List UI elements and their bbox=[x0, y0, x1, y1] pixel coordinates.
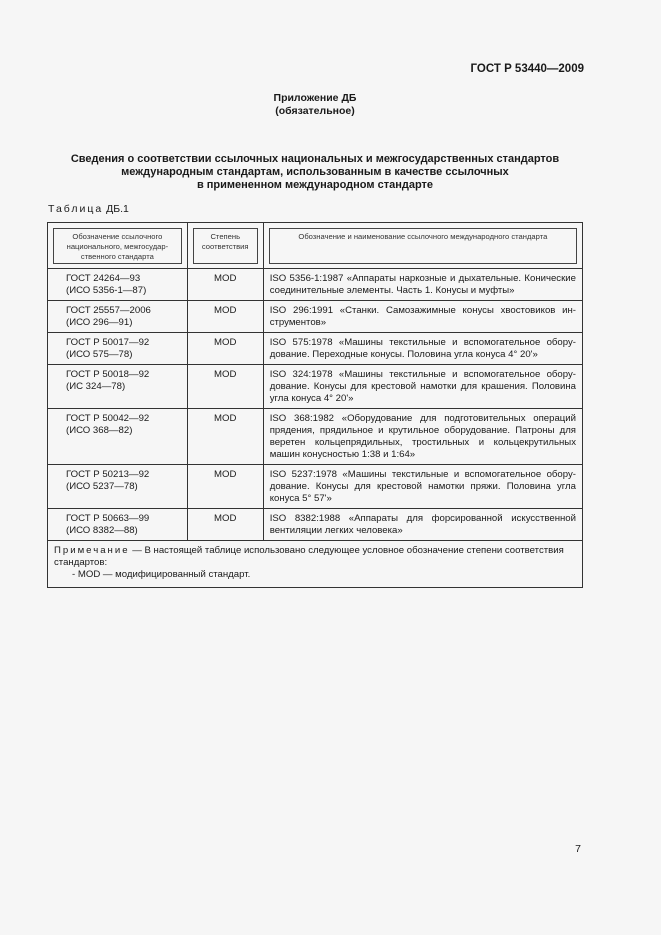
note-label: Примечание bbox=[54, 545, 130, 556]
section-heading bbox=[0, 153, 630, 192]
table-note bbox=[48, 541, 583, 588]
national-code-cell bbox=[48, 409, 188, 465]
standard-name-cell: ISO 575:1978 «Машины текстильные и вспомогательное оборудование. Переходные конусы. Половина угла конуса 4° 20'» bbox=[263, 333, 582, 365]
international-equivalent: (ИС 324—78) bbox=[66, 381, 126, 392]
note-text: — В настоящей таблице использовано следующее условное обозначение степени соответствия стандартов: bbox=[54, 545, 564, 568]
section-heading-line-1: Сведения о соответствии ссылочных национальных и межгосударственных стандартов bbox=[70, 153, 560, 165]
international-equivalent: (ИСО 8382—88) bbox=[66, 525, 138, 536]
standard-name-cell: ISO 324:1978 «Машины текстильные и вспомогательное оборудование. Конусы для крестовой намотки для крашения. Половина угла конуса 4° 20'» bbox=[263, 365, 582, 409]
national-code-cell bbox=[48, 333, 188, 365]
correspondence-table bbox=[47, 222, 583, 588]
page-number: 7 bbox=[575, 843, 581, 855]
national-code: ГОСТ 25557—2006 bbox=[66, 305, 151, 316]
table-row bbox=[48, 509, 583, 541]
national-code-cell bbox=[48, 301, 188, 333]
national-code: ГОСТ Р 50663—99 bbox=[66, 513, 150, 524]
section-heading-line-3: в примененном международном стандарте bbox=[196, 179, 434, 191]
appendix-subtitle: (обязательное) bbox=[275, 105, 355, 117]
appendix-title: Приложение ДБ bbox=[273, 92, 357, 104]
international-equivalent: (ИСО 5356-1—87) bbox=[66, 285, 147, 296]
table-note-row bbox=[48, 541, 583, 588]
national-code-cell bbox=[48, 465, 188, 509]
international-equivalent: (ИСО 575—78) bbox=[66, 349, 133, 360]
table-row bbox=[48, 301, 583, 333]
section-heading-line-2: международным стандартам, использованным в качестве ссылочных bbox=[121, 166, 509, 178]
degree-cell: MOD bbox=[187, 509, 263, 541]
header-cell-degree bbox=[187, 223, 263, 269]
table-row bbox=[48, 333, 583, 365]
standard-name-cell: ISO 5356-1:1987 «Аппараты наркозные и дыхательные. Конические соединительные элементы. Часть 1. Конусы и муфты» bbox=[263, 269, 582, 301]
header-text-national-standard: Обозначение ссылочного национального, межгосударственного стандарта bbox=[53, 228, 182, 264]
national-code: ГОСТ Р 50017—92 bbox=[66, 337, 150, 348]
degree-cell: MOD bbox=[187, 365, 263, 409]
national-code: ГОСТ 24264—93 bbox=[66, 273, 141, 284]
table-caption-number: ДБ.1 bbox=[106, 203, 129, 215]
note-item: - MOD — модифицированный стандарт. bbox=[72, 569, 251, 580]
header-text-degree: Степень соответствия bbox=[193, 228, 258, 264]
header-cell-international-standard bbox=[263, 223, 582, 269]
international-equivalent: (ИСО 296—91) bbox=[66, 317, 133, 328]
table-caption-word: Таблица bbox=[48, 203, 104, 215]
national-code: ГОСТ Р 50042—92 bbox=[66, 413, 150, 424]
degree-cell: MOD bbox=[187, 465, 263, 509]
degree-cell: MOD bbox=[187, 333, 263, 365]
national-code: ГОСТ Р 50018—92 bbox=[66, 369, 150, 380]
table-header-row bbox=[48, 223, 583, 269]
national-code: ГОСТ Р 50213—92 bbox=[66, 469, 150, 480]
standard-name-cell: ISO 296:1991 «Станки. Самозажимные конусы хвостовиков инструментов» bbox=[263, 301, 582, 333]
degree-cell: MOD bbox=[187, 301, 263, 333]
international-equivalent: (ИСО 368—82) bbox=[66, 425, 133, 436]
table-caption bbox=[48, 203, 129, 215]
national-code-cell bbox=[48, 509, 188, 541]
national-code-cell bbox=[48, 365, 188, 409]
degree-cell: MOD bbox=[187, 409, 263, 465]
appendix-heading bbox=[0, 92, 630, 118]
standard-name-cell: ISO 368:1982 «Оборудование для подготовительных операций прядения, прядильное и крутильное оборудование. Патроны для веретен кольцепрядильных, тростильных и кольцекрутильных машин конусностью 1:38 и 1:64» bbox=[263, 409, 582, 465]
international-equivalent: (ИСО 5237—78) bbox=[66, 481, 138, 492]
national-code-cell bbox=[48, 269, 188, 301]
table-row bbox=[48, 269, 583, 301]
standard-name-cell: ISO 5237:1978 «Машины текстильные и вспомогательное оборудование. Конусы для крестовой намотки пряжи. Половина угла конуса 5° 57'» bbox=[263, 465, 582, 509]
table-row bbox=[48, 365, 583, 409]
degree-cell: MOD bbox=[187, 269, 263, 301]
document-code: ГОСТ Р 53440—2009 bbox=[470, 63, 584, 75]
header-cell-national-standard bbox=[48, 223, 188, 269]
standard-name-cell: ISO 8382:1988 «Аппараты для форсированной искусственной вентиляции легких человека» bbox=[263, 509, 582, 541]
header-text-international-standard: Обозначение и наименование ссылочного международного стандарта bbox=[269, 228, 577, 264]
table-row bbox=[48, 465, 583, 509]
table-row bbox=[48, 409, 583, 465]
